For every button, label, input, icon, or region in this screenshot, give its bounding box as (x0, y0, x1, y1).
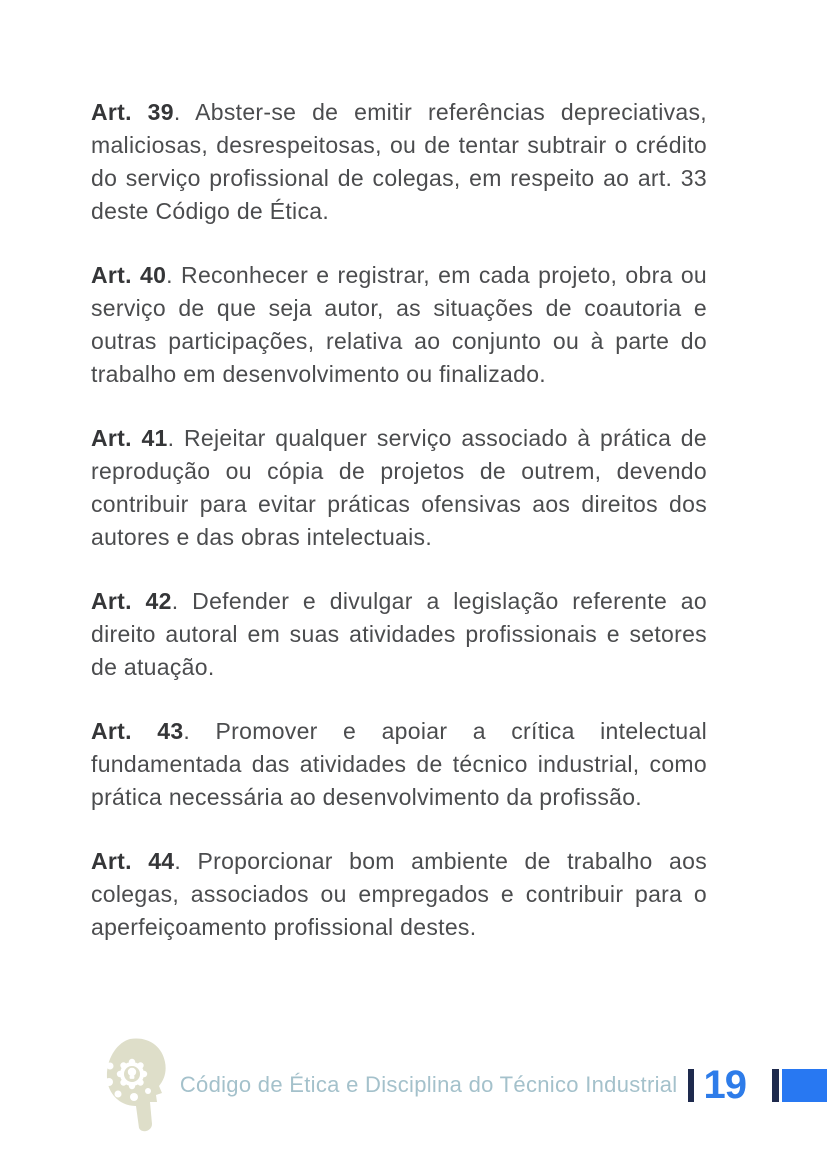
article-39-number: Art. 39 (91, 99, 174, 125)
footer-divider-bar (772, 1069, 779, 1102)
article-44-paragraph (91, 845, 707, 944)
article-41-text: . Rejeitar qualquer serviço associado à prática de reprodução ou cópia de projetos de outrem, devendo contribuir para evitar práticas ofensivas aos direitos dos autores e das obras intelectuais. (91, 425, 707, 550)
article-42-number: Art. 42 (91, 588, 172, 614)
article-40-number: Art. 40 (91, 262, 167, 288)
footer-accent-block (782, 1069, 827, 1102)
article-41-number: Art. 41 (91, 425, 168, 451)
footer (180, 1064, 827, 1106)
article-43-paragraph (91, 715, 707, 814)
article-43-text: . Promover e apoiar a crítica intelectual fundamentada das atividades de técnico industrial, como prática necessária ao desenvolvimento da profissão. (91, 718, 707, 810)
head-gear-lightbulb-logo-icon (96, 1036, 182, 1136)
footer-document-title: Código de Ética e Disciplina do Técnico Industrial (179, 1072, 678, 1097)
article-43-number: Art. 43 (91, 718, 184, 744)
article-42-text: . Defender e divulgar a legislação referente ao direito autoral em suas atividades profissionais e setores de atuação. (91, 588, 707, 680)
articles-section (91, 96, 707, 975)
article-40-text: . Reconhecer e registrar, em cada projeto, obra ou serviço de que seja autor, as situações de coautoria e outras participações, relativa ao conjunto ou à parte do trabalho em desenvolvimento ou finalizado. (91, 262, 707, 387)
article-44-text: . Proporcionar bom ambiente de trabalho aos colegas, associados ou empregados e contribuir para o aperfeiçoamento profissional destes. (91, 848, 708, 940)
page-number: 19 (703, 1063, 746, 1107)
article-42-paragraph (91, 585, 707, 684)
article-41-paragraph (91, 422, 707, 554)
article-40-paragraph (91, 259, 707, 391)
article-39-text: . Abster-se de emitir referências depreciativas, maliciosas, desrespeitosas, ou de tentar subtrair o crédito do serviço profissional de colegas, em respeito ao art. 33 deste Código de Ética. (91, 99, 707, 224)
footer-divider-bar (688, 1069, 694, 1102)
article-44-number: Art. 44 (91, 848, 175, 874)
article-39-paragraph (91, 96, 707, 228)
